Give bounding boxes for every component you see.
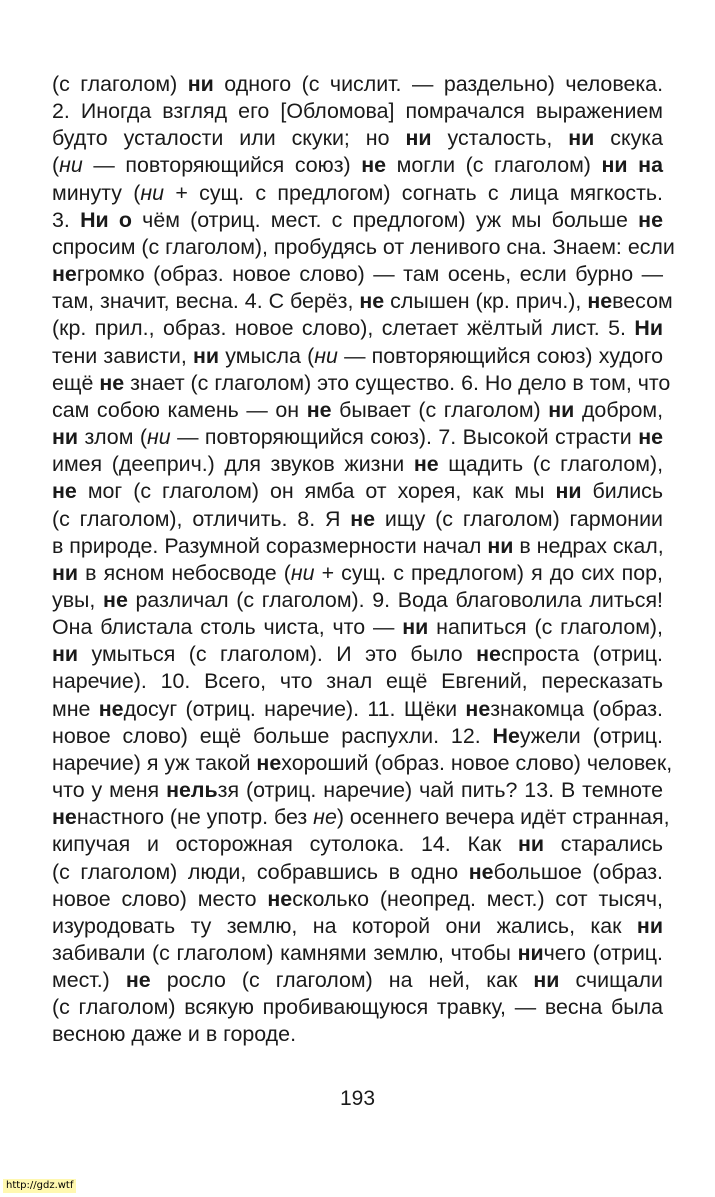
text-line bbox=[52, 125, 663, 152]
text-run: сколько (неопред. мест.) сот тысяч, bbox=[292, 886, 663, 911]
text-line bbox=[52, 370, 671, 397]
bold-particle: ни bbox=[636, 913, 663, 938]
bold-particle: ни bbox=[405, 126, 432, 151]
text-run: большое (образ. bbox=[493, 859, 663, 884]
text-run: увы, bbox=[52, 587, 104, 612]
italic-particle: ни bbox=[290, 560, 315, 585]
text-line bbox=[52, 152, 663, 179]
bold-particle: ни bbox=[548, 397, 575, 422]
text-line bbox=[52, 315, 663, 342]
bold-particle: не bbox=[361, 153, 387, 178]
text-run: щадить (с глаголом), bbox=[438, 452, 664, 477]
text-run: что у меня bbox=[52, 778, 167, 803]
bold-particle: не bbox=[476, 642, 501, 667]
bold-particle: нель bbox=[166, 778, 218, 803]
text-run: сам собою камень — он bbox=[52, 397, 307, 422]
text-line bbox=[52, 804, 670, 831]
text-run: (с глаголом) bbox=[52, 72, 188, 96]
text-run: весною даже и в городе. bbox=[52, 1022, 297, 1047]
text-run: зя (отриц. наречие) чай пить? 13. В темноте bbox=[217, 778, 664, 803]
text-run: 2. Иногда взгляд его [Обломова] помрачался выражением bbox=[52, 99, 663, 124]
bold-particle: Ни о bbox=[80, 207, 132, 232]
text-run: мог (с глаголом) он ямба от хорея, как мы bbox=[76, 479, 556, 504]
bold-particle: ни bbox=[487, 533, 514, 558]
text-run: мне bbox=[52, 696, 99, 721]
bold-particle: не bbox=[52, 805, 77, 830]
italic-particle: ни bbox=[314, 343, 338, 368]
text-line bbox=[52, 98, 663, 125]
text-line bbox=[52, 886, 663, 913]
bold-particle: Ни bbox=[634, 316, 663, 341]
text-run: знакомца (образ. bbox=[490, 696, 663, 721]
text-run: — повторяющийся союз) bbox=[82, 153, 362, 178]
text-run: добром, bbox=[574, 397, 664, 422]
text-run: будто усталости или скуки; но bbox=[52, 126, 406, 151]
bold-particle: не bbox=[465, 696, 491, 721]
bold-particle: ни bbox=[517, 941, 544, 965]
text-run: бились bbox=[581, 479, 664, 504]
text-run: кипучая и осторожная сутолока. 14. Как bbox=[52, 832, 518, 857]
text-line bbox=[52, 234, 675, 261]
text-run: ищу (с глаголом) гармонии bbox=[375, 506, 663, 531]
text-run: спроста (отриц. bbox=[500, 642, 663, 667]
text-run: — повторяющийся союз) худого bbox=[337, 343, 663, 368]
text-run: в природе. Разумной соразмерности начал bbox=[52, 533, 488, 558]
text-run: (с глаголом) люди, собравшись в одно bbox=[52, 859, 469, 884]
text-run: спросим (с глаголом), пробудясь от ленивого сна. Знаем: если bbox=[52, 234, 675, 259]
text-run: ) осеннего вечера идёт странная, bbox=[336, 805, 670, 830]
text-line bbox=[52, 967, 663, 994]
text-run: весом bbox=[612, 289, 673, 314]
text-line bbox=[52, 913, 663, 940]
text-run: — повторяющийся союз). 7. Высокой страсти bbox=[170, 425, 639, 450]
text-line bbox=[52, 831, 663, 858]
bold-particle: ни bbox=[555, 479, 582, 504]
bold-particle: ни bbox=[193, 343, 220, 368]
bold-particle: ни bbox=[52, 425, 79, 450]
body-text bbox=[52, 71, 675, 1049]
text-run: забивали (с глаголом) камнями землю, чтобы bbox=[52, 941, 518, 965]
bold-particle: ни на bbox=[601, 153, 663, 178]
text-line bbox=[52, 478, 663, 505]
bold-particle: не bbox=[52, 479, 77, 504]
text-run: счищали bbox=[559, 968, 663, 993]
bold-particle: не bbox=[638, 207, 663, 232]
text-line bbox=[52, 668, 663, 695]
page-number: 193 bbox=[339, 1087, 376, 1110]
text-run: ужели (отриц. bbox=[519, 723, 663, 748]
text-run: ещё bbox=[52, 370, 100, 395]
text-line bbox=[52, 288, 673, 315]
text-line bbox=[52, 777, 663, 804]
text-line bbox=[52, 343, 663, 370]
bold-particle: ни bbox=[52, 642, 79, 667]
text-run: (с глаголом) всякую пробивающуюся травку, — весна была bbox=[52, 995, 663, 1020]
text-run: в недрах скал, bbox=[513, 533, 664, 558]
text-line bbox=[52, 424, 663, 451]
text-line bbox=[52, 587, 663, 614]
text-run: напиться (с глаголом), bbox=[428, 615, 664, 640]
bold-particle: не bbox=[98, 696, 124, 721]
text-line bbox=[52, 940, 663, 967]
text-run: ( bbox=[52, 153, 60, 178]
text-line bbox=[52, 859, 663, 886]
text-run: бывает (с глаголом) bbox=[331, 397, 549, 422]
text-run: 3. bbox=[52, 207, 81, 232]
bold-particle: Не bbox=[492, 723, 520, 748]
text-run: могли (с глаголом) bbox=[386, 153, 602, 178]
text-run: чего (отриц. bbox=[543, 941, 663, 965]
text-line bbox=[52, 994, 663, 1021]
text-line bbox=[52, 397, 663, 424]
bold-particle: не bbox=[99, 370, 125, 395]
text-run: (с глаголом), отличить. 8. Я bbox=[52, 506, 351, 531]
text-run: умысла ( bbox=[219, 343, 315, 368]
italic-particle: ни bbox=[140, 180, 165, 205]
text-run: одного (с числит. — раздельно) человека. bbox=[213, 72, 664, 96]
bold-particle: не bbox=[267, 886, 293, 911]
text-run: умыться (с глаголом). И это было bbox=[78, 642, 477, 667]
text-run: имея (дееприч.) для звуков жизни bbox=[52, 452, 414, 477]
text-line bbox=[52, 533, 663, 560]
text-run: наречие) я уж такой bbox=[52, 750, 257, 775]
text-run: наречие). 10. Всего, что знал ещё Евгений, пересказать bbox=[52, 669, 663, 694]
text-run: злом ( bbox=[78, 425, 147, 450]
bold-particle: не bbox=[587, 289, 613, 314]
text-run: новое слово) место bbox=[52, 886, 268, 911]
text-run: тени зависти, bbox=[52, 343, 193, 368]
text-run: минуту ( bbox=[52, 180, 141, 205]
bold-particle: ни bbox=[517, 832, 545, 857]
bold-particle: не bbox=[103, 587, 128, 612]
bold-particle: не bbox=[468, 859, 494, 884]
text-run: мест.) bbox=[52, 968, 126, 993]
text-line bbox=[52, 261, 663, 288]
bold-particle: не bbox=[52, 262, 77, 287]
bold-particle: не bbox=[359, 289, 385, 314]
text-run: знает (с глаголом) это существо. 6. Но дело в том, что bbox=[124, 370, 671, 395]
text-run: слышен (кр. прич.), bbox=[384, 289, 588, 314]
watermark-link[interactable]: http://gdz.wtf bbox=[3, 1179, 76, 1193]
text-run: различал (с глаголом). 9. Вода благоволила литься! bbox=[127, 587, 664, 612]
text-line bbox=[52, 641, 663, 668]
bold-particle: не bbox=[125, 968, 151, 993]
text-run: скука bbox=[594, 126, 664, 151]
text-line bbox=[52, 506, 663, 533]
text-line bbox=[52, 614, 663, 641]
bold-particle: ни bbox=[402, 615, 429, 640]
text-line bbox=[52, 560, 663, 587]
bold-particle: ни bbox=[52, 560, 79, 585]
text-line bbox=[52, 723, 663, 750]
text-run: громко (образ. новое слово) — там осень, если бурно — bbox=[76, 262, 663, 287]
bold-particle: не bbox=[256, 750, 282, 775]
italic-particle: ни bbox=[59, 153, 83, 178]
text-line bbox=[52, 207, 663, 234]
bold-particle: не bbox=[306, 397, 332, 422]
text-line bbox=[52, 696, 663, 723]
text-run: + сущ. с предлогом) согнать с лица мягкость. bbox=[164, 180, 663, 205]
text-run: там, значит, весна. 4. С берёз, bbox=[52, 289, 360, 314]
text-run: Она блистала столь чиста, что — bbox=[52, 615, 403, 640]
text-run: изуродовать ту землю, на которой они жались, как bbox=[52, 913, 637, 938]
text-run: + сущ. с предлогом) я до сих пор, bbox=[314, 560, 663, 585]
bold-particle: ни bbox=[533, 968, 560, 993]
text-line bbox=[52, 451, 663, 478]
text-run: хороший (образ. новое слово) человек, bbox=[281, 750, 673, 775]
bold-particle: не bbox=[350, 506, 376, 531]
text-line bbox=[52, 180, 663, 207]
text-run: новое слово) ещё больше распухли. 12. bbox=[52, 723, 493, 748]
bold-particle: ни bbox=[187, 72, 214, 96]
text-line bbox=[52, 1021, 663, 1048]
text-run: чём (отриц. мест. с предлогом) уж мы больше bbox=[131, 207, 639, 232]
italic-particle: не bbox=[313, 805, 337, 830]
text-run: усталость, bbox=[431, 126, 569, 151]
text-run: старались bbox=[544, 832, 663, 857]
text-run: в ясном небосводе ( bbox=[78, 560, 291, 585]
bold-particle: ни bbox=[568, 126, 595, 151]
bold-particle: не bbox=[638, 425, 664, 450]
text-run: росло (с глаголом) на ней, как bbox=[150, 968, 534, 993]
text-run: настного (не употр. без bbox=[76, 805, 314, 830]
italic-particle: ни bbox=[146, 425, 171, 450]
bold-particle: не bbox=[413, 452, 439, 477]
text-line bbox=[52, 71, 663, 98]
text-run: досуг (отриц. наречие). 11. Щёки bbox=[123, 696, 466, 721]
text-line bbox=[52, 750, 673, 777]
text-run: (кр. прил., образ. новое слово), слетает жёлтый лист. 5. bbox=[52, 316, 635, 341]
